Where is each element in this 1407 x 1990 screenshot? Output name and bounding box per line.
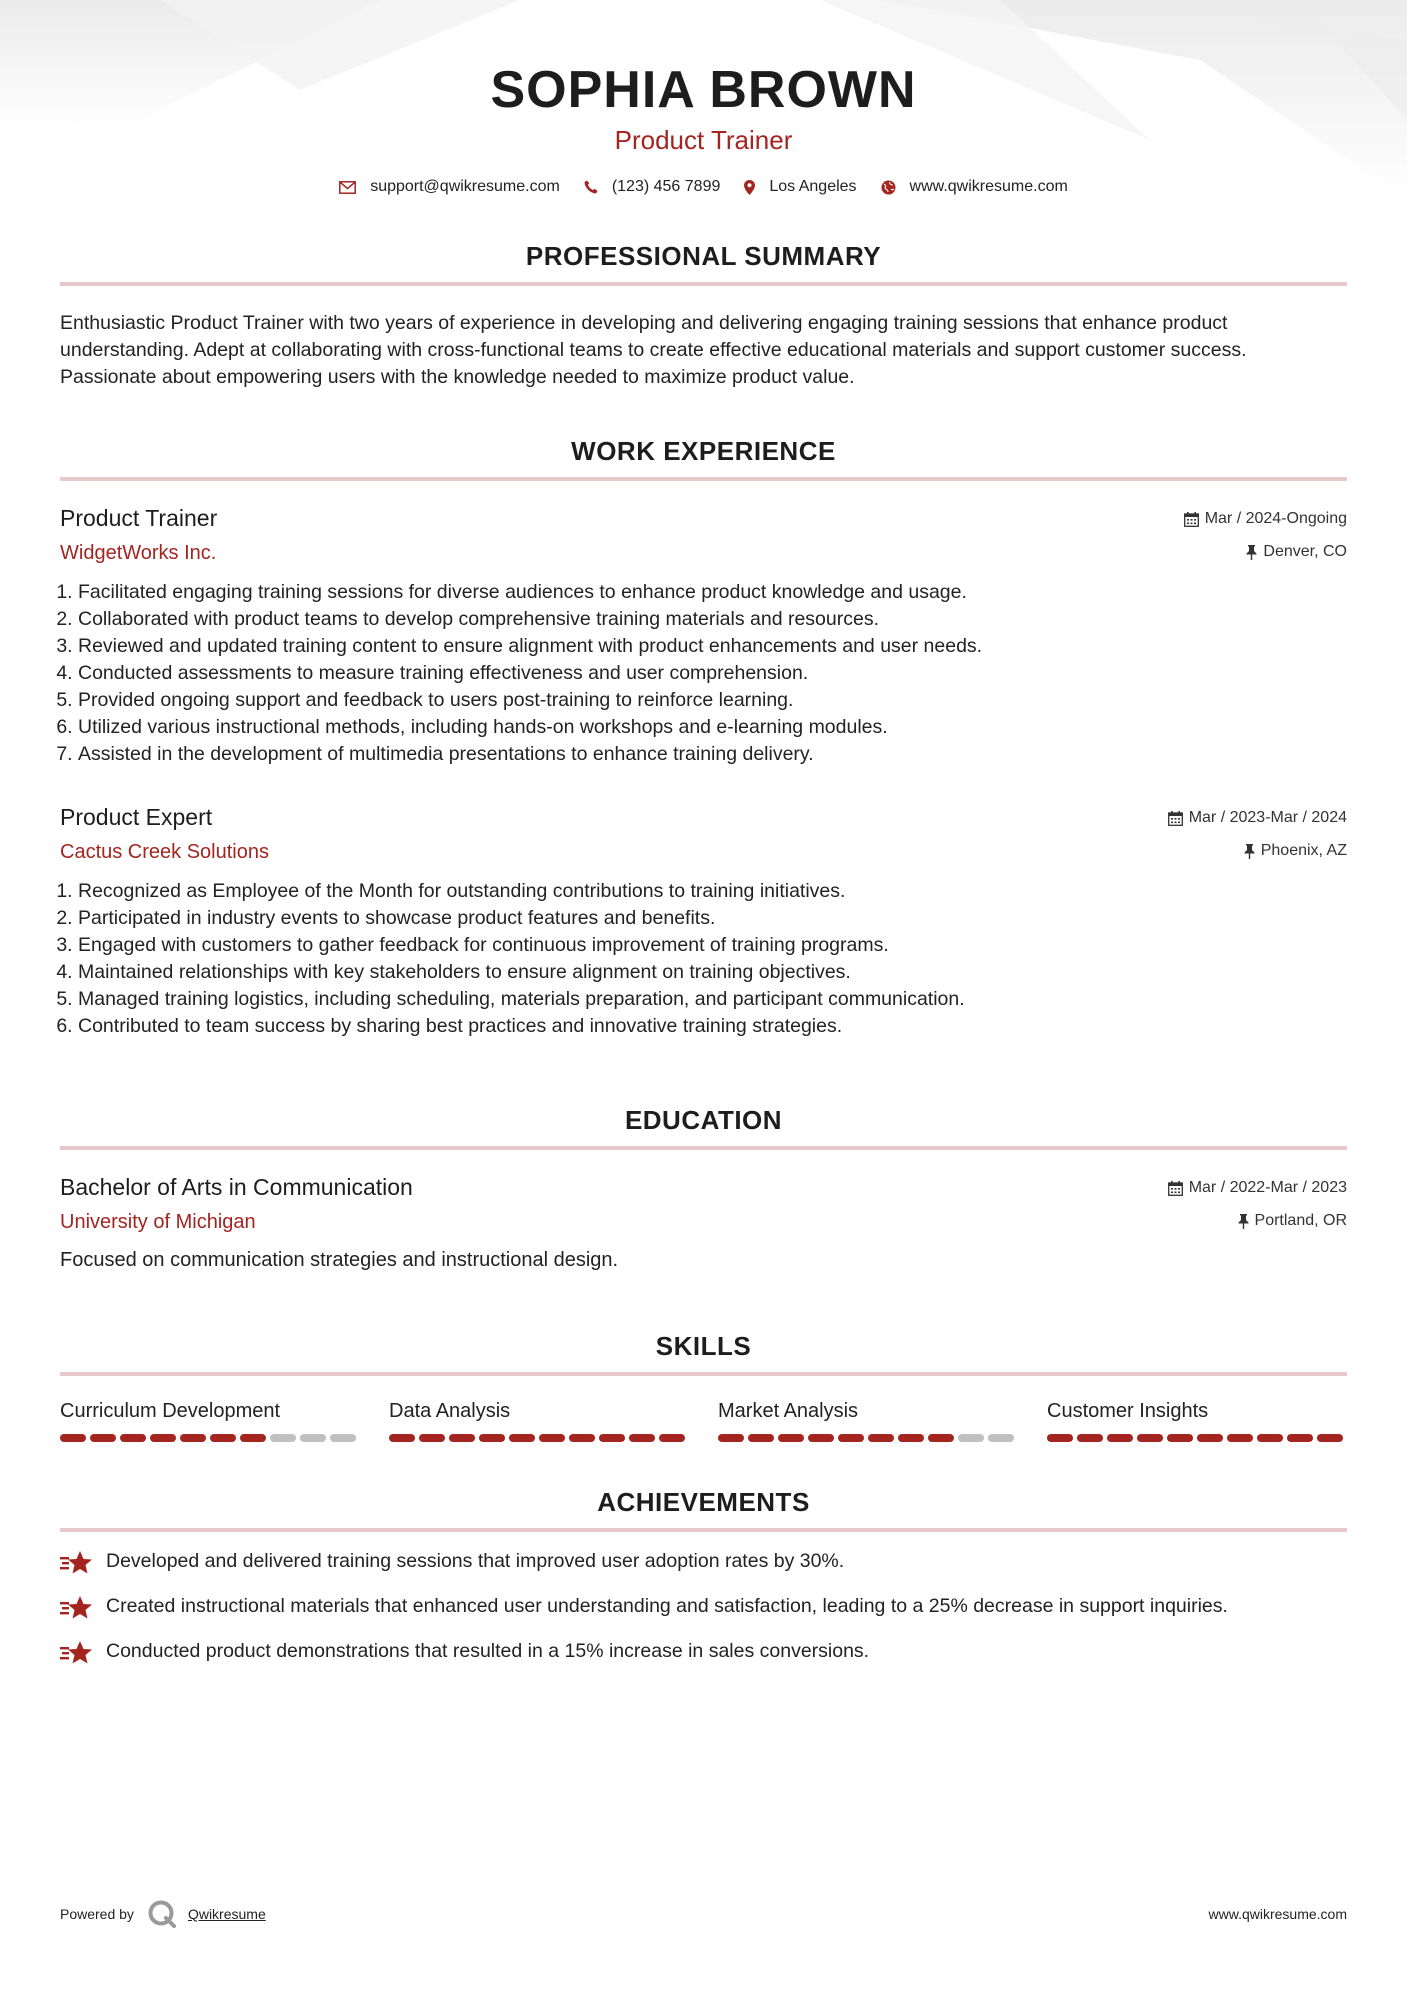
job-bullet-list	[60, 878, 1347, 1040]
skills-list	[60, 1398, 1347, 1442]
skill-name: Data Analysis	[389, 1400, 511, 1422]
candidate-role: Product Trainer	[614, 125, 793, 155]
skill-level-segment	[898, 1434, 924, 1442]
summary-title: PROFESSIONAL SUMMARY	[525, 241, 882, 271]
job-dates-text: Mar / 2023-Mar / 2024	[1188, 809, 1347, 826]
skill-level-segment	[479, 1434, 505, 1442]
list-item: 5. Provided ongoing support and feedback to users post-training to reinforce learning.	[78, 687, 1347, 714]
skill-level-segment	[509, 1434, 535, 1442]
contact-email[interactable]	[339, 178, 560, 196]
skill-level-segment	[718, 1434, 744, 1442]
footer-website[interactable]: www.qwikresume.com	[1208, 1906, 1347, 1922]
phone-icon	[584, 180, 598, 194]
achievement-text: Developed and delivered training sessions that improved user adoption rates by 30%.	[106, 1550, 845, 1572]
skill-level-segment	[449, 1434, 475, 1442]
skill-level-segment	[808, 1434, 834, 1442]
list-item: 1. Recognized as Employee of the Month for outstanding contributions to training initiatives.	[78, 878, 1347, 905]
skill-level-segment	[1137, 1434, 1163, 1442]
skill-level-segment	[569, 1434, 595, 1442]
skill-level-segment	[330, 1434, 356, 1442]
page-footer	[60, 1900, 1347, 1928]
experience-title: WORK EXPERIENCE	[571, 436, 836, 466]
section-divider	[60, 1528, 1347, 1532]
skills-title: SKILLS	[655, 1331, 752, 1361]
skill-level-segment	[1077, 1434, 1103, 1442]
skill-level-segment	[838, 1434, 864, 1442]
globe-icon	[881, 180, 896, 195]
education-title: EDUCATION	[624, 1105, 783, 1135]
qwikresume-logo-icon	[148, 1900, 176, 1928]
job-location-text: Denver, CO	[1263, 543, 1347, 560]
skill-level-segment	[270, 1434, 296, 1442]
skill-level-segment	[90, 1434, 116, 1442]
list-item: 7. Assisted in the development of multimedia presentations to enhance training delivery.	[78, 741, 1347, 768]
skill-level-segment	[1167, 1434, 1193, 1442]
skill-item	[718, 1398, 1018, 1442]
list-item: 6. Utilized various instructional methods, including hands-on workshops and e-learning modules.	[78, 714, 1347, 741]
skill-level-segment	[300, 1434, 326, 1442]
skill-level-segment	[1227, 1434, 1253, 1442]
job-title: Product Trainer	[60, 505, 218, 531]
resume-header	[60, 0, 1347, 196]
skill-item	[60, 1398, 360, 1442]
achievement-text: Created instructional materials that enhanced user understanding and satisfaction, leading to a 25% decrease in support inquiries.	[106, 1595, 1228, 1617]
skill-level-bar	[389, 1434, 689, 1442]
location-text: Los Angeles	[769, 178, 857, 195]
list-item: 4. Conducted assessments to measure training effectiveness and user comprehension.	[78, 660, 1347, 687]
degree-title: Bachelor of Arts in Communication	[60, 1174, 413, 1200]
company-name: Cactus Creek Solutions	[60, 841, 269, 863]
education-location	[1168, 1210, 1347, 1232]
job-bullet-list	[60, 579, 1347, 768]
list-item: 6. Contributed to team success by sharing best practices and innovative training strategies.	[78, 1013, 1347, 1040]
achievements-title: ACHIEVEMENTS	[597, 1487, 810, 1517]
skill-level-segment	[1257, 1434, 1283, 1442]
skill-level-segment	[599, 1434, 625, 1442]
job-location-text: Phoenix, AZ	[1260, 842, 1347, 859]
section-divider	[60, 1372, 1347, 1376]
skill-level-segment	[1107, 1434, 1133, 1442]
candidate-name: SOPHIA BROWN	[490, 61, 917, 119]
skill-level-segment	[988, 1434, 1014, 1442]
list-item: 2. Participated in industry events to showcase product features and benefits.	[78, 905, 1347, 932]
powered-by	[60, 1900, 266, 1928]
skill-level-segment	[120, 1434, 146, 1442]
map-pin-icon	[744, 180, 755, 195]
education-entry	[60, 1172, 1347, 1274]
achievement-item	[60, 1593, 1347, 1622]
pushpin-icon	[1244, 844, 1255, 859]
skill-item	[389, 1398, 689, 1442]
skill-level-segment	[748, 1434, 774, 1442]
qwikresume-link[interactable]: Qwikresume	[187, 1906, 266, 1922]
job-dates-text: Mar / 2024-Ongoing	[1204, 510, 1347, 527]
job-entry	[60, 802, 1347, 1040]
skill-level-segment	[1287, 1434, 1313, 1442]
section-divider	[60, 282, 1347, 286]
skill-name: Market Analysis	[718, 1400, 859, 1422]
pushpin-icon	[1238, 1214, 1249, 1229]
skill-name: Customer Insights	[1047, 1400, 1209, 1422]
education-dates-text: Mar / 2022-Mar / 2023	[1188, 1179, 1347, 1196]
skill-level-segment	[659, 1434, 685, 1442]
achievements-section	[60, 1486, 1347, 1667]
school-name: University of Michigan	[60, 1211, 256, 1233]
skill-level-segment	[389, 1434, 415, 1442]
job-dates	[1184, 508, 1347, 530]
skills-section	[60, 1330, 1347, 1442]
job-entry	[60, 503, 1347, 768]
education-location-text: Portland, OR	[1254, 1212, 1347, 1229]
skill-level-segment	[868, 1434, 894, 1442]
skill-level-segment	[210, 1434, 236, 1442]
calendar-icon	[1184, 512, 1199, 527]
skill-level-segment	[629, 1434, 655, 1442]
education-dates	[1168, 1177, 1347, 1199]
star-award-icon	[60, 1639, 94, 1667]
skill-level-bar	[1047, 1434, 1347, 1442]
job-location	[1184, 541, 1347, 563]
skill-item	[1047, 1398, 1347, 1442]
contact-bar	[60, 178, 1347, 196]
skill-level-segment	[928, 1434, 954, 1442]
skill-level-segment	[958, 1434, 984, 1442]
powered-by-label: Powered by	[60, 1906, 134, 1922]
skill-level-segment	[150, 1434, 176, 1442]
email-text: support@qwikresume.com	[370, 178, 560, 195]
skill-level-segment	[180, 1434, 206, 1442]
skill-name: Curriculum Development	[60, 1400, 281, 1422]
skill-level-segment	[240, 1434, 266, 1442]
achievement-item	[60, 1638, 1347, 1667]
education-description: Focused on communication strategies and instructional design.	[60, 1249, 619, 1271]
skill-level-segment	[419, 1434, 445, 1442]
list-item: 3. Reviewed and updated training content to ensure alignment with product enhancements and user needs.	[78, 633, 1347, 660]
job-location	[1168, 840, 1347, 862]
pushpin-icon	[1246, 545, 1257, 560]
skill-level-segment	[1047, 1434, 1073, 1442]
skill-level-segment	[60, 1434, 86, 1442]
skill-level-bar	[718, 1434, 1018, 1442]
list-item: 3. Engaged with customers to gather feedback for continuous improvement of training programs.	[78, 932, 1347, 959]
star-award-icon	[60, 1594, 94, 1622]
experience-section	[60, 435, 1347, 1040]
section-divider	[60, 1146, 1347, 1150]
skill-level-bar	[60, 1434, 360, 1442]
list-item: 5. Managed training logistics, including scheduling, materials preparation, and participant communication.	[78, 986, 1347, 1013]
list-item: 4. Maintained relationships with key stakeholders to ensure alignment on training objectives.	[78, 959, 1347, 986]
list-item: 2. Collaborated with product teams to develop comprehensive training materials and resources.	[78, 606, 1347, 633]
star-award-icon	[60, 1549, 94, 1577]
website-text: www.qwikresume.com	[909, 178, 1068, 195]
envelope-icon	[339, 181, 356, 194]
achievement-text: Conducted product demonstrations that resulted in a 15% increase in sales conversions.	[106, 1640, 870, 1662]
skill-level-segment	[1317, 1434, 1343, 1442]
skill-level-segment	[539, 1434, 565, 1442]
phone-text: (123) 456 7899	[611, 178, 721, 195]
calendar-icon	[1168, 811, 1183, 826]
section-divider	[60, 477, 1347, 481]
job-title: Product Expert	[60, 804, 213, 830]
list-item: 1. Facilitated engaging training sessions for diverse audiences to enhance product knowledge and usage.	[78, 579, 1347, 606]
achievement-item	[60, 1548, 1347, 1577]
summary-text: Enthusiastic Product Trainer with two years of experience in developing and delivering engaging training sessions that enhance product understanding. Adept at collaborating with cross-functional teams to create effective educational materials and support customer success. Passionate about empowering users with the knowledge needed to maximize product value.	[60, 312, 1247, 388]
skill-level-segment	[1197, 1434, 1223, 1442]
contact-website[interactable]	[881, 178, 1068, 196]
job-dates	[1168, 807, 1347, 829]
education-section	[60, 1104, 1347, 1274]
contact-location	[744, 178, 856, 196]
summary-section	[60, 240, 1347, 391]
contact-phone[interactable]	[584, 178, 721, 196]
skill-level-segment	[778, 1434, 804, 1442]
company-name: WidgetWorks Inc.	[60, 542, 217, 564]
calendar-icon	[1168, 1181, 1183, 1196]
